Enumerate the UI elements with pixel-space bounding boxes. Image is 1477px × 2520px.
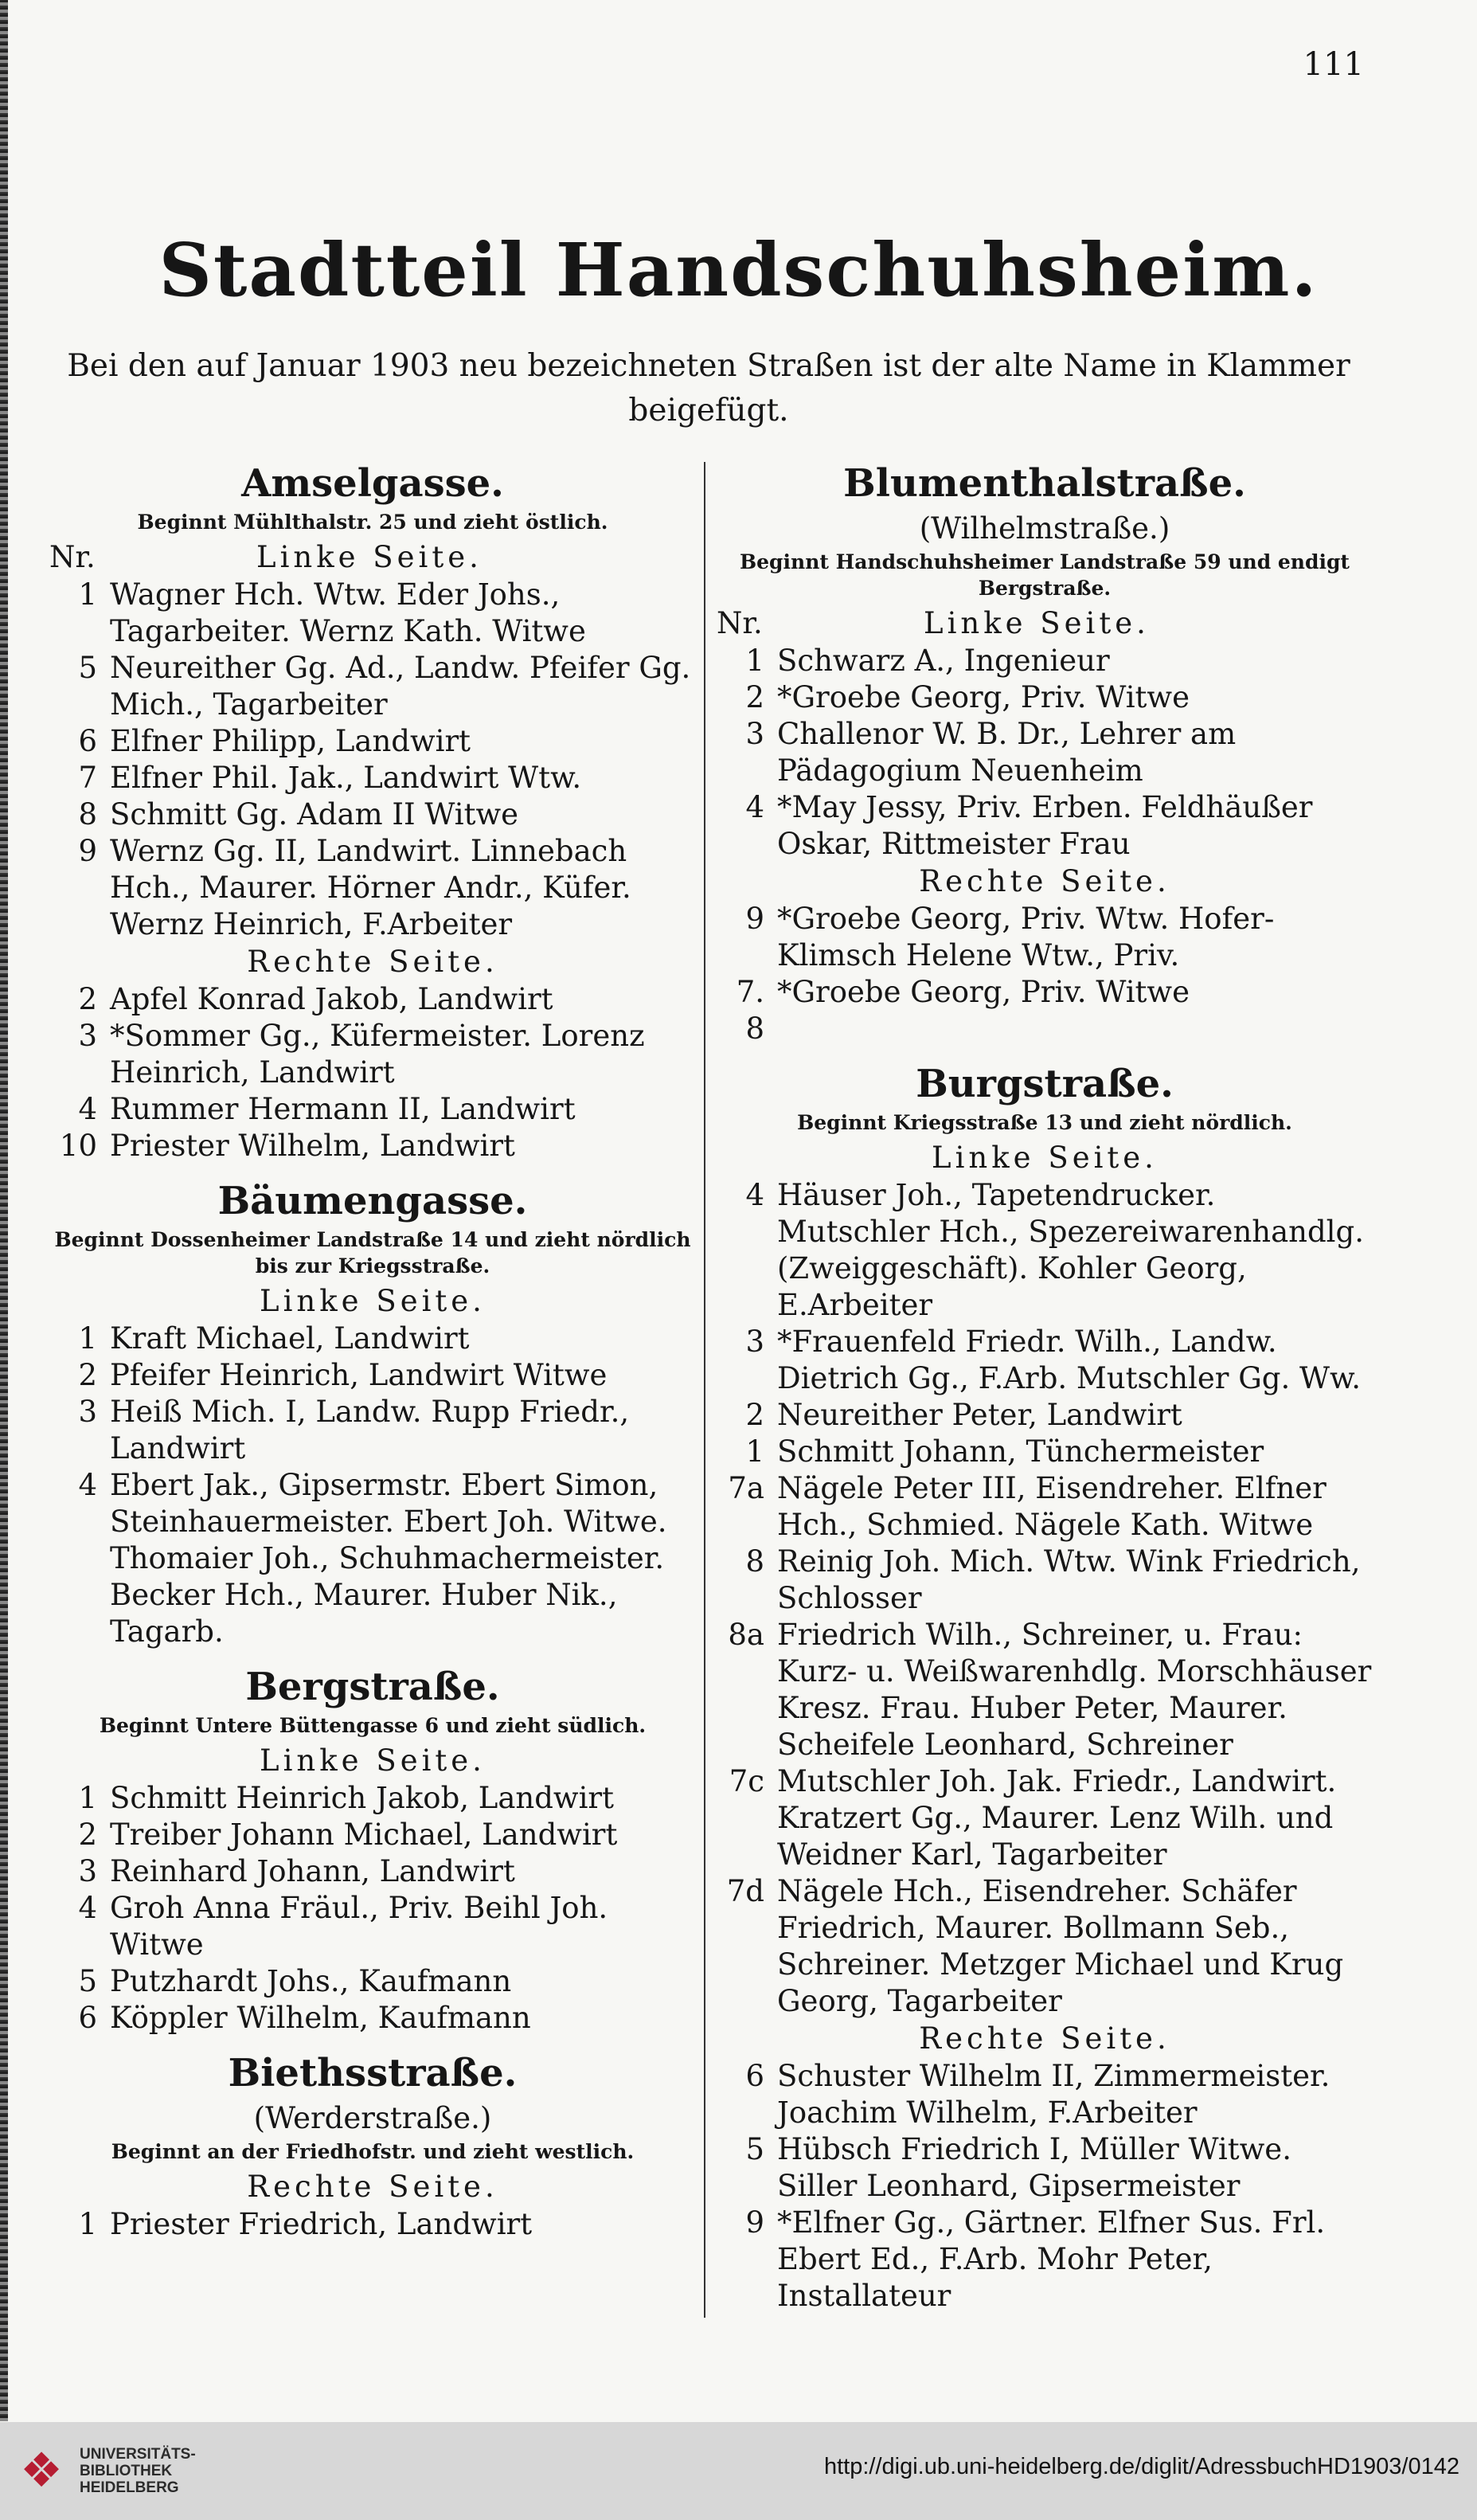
resident-text: Wagner Hch. Wtw. Eder Johs., Tagarbeiter. Wernz Kath. Witwe (110, 577, 586, 648)
list-item (49, 1890, 696, 1963)
resident-text: Elfner Phil. Jak., Landwirt Wtw. (110, 761, 582, 795)
house-number: 6 (78, 2001, 97, 2035)
side-label: Linke Seite. (932, 1141, 1158, 1175)
resident-text: Groh Anna Fräul., Priv. Beihl Joh. Witwe (110, 1891, 608, 1962)
resident-text: Ebert Jak., Gipsermstr. Ebert Simon, Steinhauermeister. Ebert Joh. Witwe. Thomaier Joh., Schuhmachermeister. Becker Hch., Maurer. Huber Nik., Tagarb. (110, 1468, 667, 1649)
resident-text: Wernz Gg. II, Landwirt. Linnebach Hch., Maurer. Hörner Andr., Küfer. Wernz Heinrich, F.Arbeiter (110, 834, 631, 941)
library-logo-text (80, 2446, 196, 2496)
list-item (717, 1324, 1373, 1397)
list-item (49, 1128, 696, 1164)
resident-text: *Groebe Georg, Priv. Witwe (777, 680, 1190, 714)
list-item (49, 796, 696, 833)
list-item (717, 1763, 1373, 1873)
house-number: 1 (78, 1321, 97, 1356)
house-number: 4 (78, 1092, 97, 1126)
list-item (717, 643, 1373, 679)
house-number: 5 (745, 2132, 764, 2166)
right-column (717, 458, 1373, 2315)
house-number: 5 (78, 651, 97, 685)
house-number: 4 (78, 1468, 97, 1502)
resident-text: Kraft Michael, Landwirt (110, 1321, 470, 1356)
resident-text: *May Jessy, Priv. Erben. Feldhäußer Oskar, Rittmeister Frau (777, 790, 1313, 861)
house-number: 3 (78, 1395, 97, 1429)
house-number: 7c (729, 1764, 764, 1798)
side-label: Linke Seite. (260, 1743, 486, 1778)
house-number: 3 (745, 717, 764, 751)
house-number: 9 (78, 834, 97, 868)
house-number: 5 (78, 1964, 97, 1998)
list-item (49, 1780, 696, 1817)
house-number: 1 (78, 2207, 97, 2241)
resident-text: Schwarz A., Ingenieur (777, 644, 1110, 678)
house-number: 2 (745, 680, 764, 714)
house-number: 2 (745, 1398, 764, 1432)
nr-label: Nr. (49, 540, 96, 574)
street-old-name: (Werderstraße.) (253, 2101, 492, 2135)
nr-header (717, 605, 1373, 643)
resident-text: *Frauenfeld Friedr. Wilh., Landw. Dietrich Gg., F.Arb. Mutschler Gg. Ww. (777, 1325, 1362, 1395)
house-number: 6 (78, 724, 97, 758)
side-label: Rechte Seite. (919, 2021, 1170, 2056)
list-item (49, 1321, 696, 1357)
resident-text: Mutschler Joh. Jak. Friedr., Landwirt. Kratzert Gg., Maurer. Lenz Wilh. und Weidner Karl, Tagarbeiter (777, 1764, 1337, 1872)
list-item (717, 1470, 1373, 1544)
resident-text: Hübsch Friedrich I, Müller Witwe. Siller Leonhard, Gipsermeister (777, 2132, 1291, 2203)
house-number: 1 (78, 1781, 97, 1815)
list-item (717, 1177, 1373, 1324)
house-number: 9 (745, 2205, 764, 2240)
house-number: 2 (78, 1818, 97, 1852)
house-number: 1 (745, 644, 764, 678)
resident-text: Neureither Peter, Landwirt (777, 1398, 1182, 1432)
resident-text: Schuster Wilhelm II, Zimmermeister. Joachim Wilhelm, F.Arbeiter (777, 2059, 1330, 2130)
list-item (49, 1018, 696, 1091)
list-item (49, 760, 696, 796)
resident-text: Nägele Hch., Eisendreher. Schäfer Friedrich, Maurer. Bollmann Seb., Schreiner. Metzger Michael und Krug Georg, Tagarbeiter (777, 1874, 1344, 2018)
list-item (717, 901, 1373, 974)
list-item (49, 1853, 696, 1890)
house-number: 7d (726, 1874, 764, 1908)
list-item (49, 723, 696, 760)
side-label: Linke Seite. (924, 606, 1150, 640)
street-title: Biethsstraße. (228, 2051, 518, 2095)
list-item (49, 2206, 696, 2243)
resident-text: Schmitt Heinrich Jakob, Landwirt (110, 1781, 614, 1815)
house-number: 4 (745, 1178, 764, 1212)
list-item (717, 679, 1373, 716)
resident-text: Reinig Joh. Mich. Wtw. Wink Friedrich, Schlosser (777, 1544, 1361, 1615)
resident-text: Elfner Philipp, Landwirt (110, 724, 471, 758)
house-number: 4 (745, 790, 764, 824)
list-item (49, 1467, 696, 1650)
side-label: Linke Seite. (260, 1284, 486, 1318)
house-number: 1 (78, 577, 97, 612)
resident-text: Rummer Hermann II, Landwirt (110, 1092, 576, 1126)
resident-text: *Groebe Georg, Priv. Witwe (777, 975, 1190, 1009)
list-item (49, 833, 696, 943)
logo-line: BIBLIOTHEK (80, 2463, 173, 2479)
list-item (717, 1873, 1373, 2020)
house-number: 3 (745, 1325, 764, 1359)
street-note: Beginnt Mühlthalstr. 25 und zieht östlich. (137, 511, 608, 534)
list-item (717, 2058, 1373, 2131)
resident-text: Priester Friedrich, Landwirt (110, 2207, 533, 2241)
resident-text: Friedrich Wilh., Schreiner, u. Frau: Kurz- u. Weißwarenhdlg. Morschhäuser Kresz. Frau. Huber Peter, Maurer. Scheifele Leonhard, Schreiner (777, 1618, 1372, 1762)
source-url-link[interactable]: http://digi.ub.uni-heidelberg.de/diglit/AdressbuchHD1903/0142 (823, 2454, 1459, 2479)
list-item (49, 1091, 696, 1128)
resident-text: Köppler Wilhelm, Kaufmann (110, 2001, 531, 2035)
street-title: Amselgasse. (241, 461, 504, 506)
house-number: 2 (78, 982, 97, 1016)
street-note: Beginnt an der Friedhofstr. und zieht westlich. (111, 2140, 635, 2163)
list-item (717, 716, 1373, 789)
list-item (49, 1357, 696, 1394)
list-item (717, 1617, 1373, 1763)
list-item (49, 1817, 696, 1853)
street-bergstrasse (49, 1661, 696, 2037)
resident-text: Challenor W. B. Dr., Lehrer am Pädagogium Neuenheim (777, 717, 1237, 788)
list-item (49, 2000, 696, 2037)
list-item (717, 2131, 1373, 2205)
resident-text: Heiß Mich. I, Landw. Rupp Friedr., Landwirt (110, 1395, 630, 1465)
resident-text: *Elfner Gg., Gärtner. Elfner Sus. Frl. Ebert Ed., F.Arb. Mohr Peter, Installateur (777, 2205, 1326, 2313)
house-number: 10 (59, 1129, 97, 1163)
side-label: Rechte Seite. (247, 945, 498, 979)
list-item (717, 1397, 1373, 1434)
street-note: Beginnt Untere Büttengasse 6 und zieht südlich. (99, 1714, 647, 1737)
house-number: 3 (78, 1019, 97, 1053)
street-note: Beginnt Dossenheimer Landstraße 14 und zieht nördlich bis zur Kriegsstraße. (54, 1228, 691, 1278)
page-number: 111 (1303, 46, 1364, 83)
street-biethsstrasse (49, 2048, 696, 2243)
resident-text: Nägele Peter III, Eisendreher. Elfner Hch., Schmied. Nägele Kath. Witwe (777, 1471, 1327, 1542)
resident-text: Pfeifer Heinrich, Landwirt Witwe (110, 1358, 608, 1392)
street-old-name: (Wilhelmstraße.) (919, 511, 1170, 546)
left-column (49, 458, 696, 2243)
house-number: 2 (78, 1358, 97, 1392)
house-number: 1 (745, 1434, 764, 1469)
intro-text: Bei den auf Januar 1903 neu bezeichneten Straßen ist der alte Name in Klammer beigefügt. (67, 348, 1350, 428)
resident-text: *Sommer Gg., Küfermeister. Lorenz Heinrich, Landwirt (110, 1019, 645, 1090)
street-note: Beginnt Handschuhsheimer Landstraße 59 und endigt Bergstraße. (740, 550, 1350, 600)
list-item (717, 1434, 1373, 1470)
house-number: 7 (78, 761, 97, 795)
resident-text: Putzhardt Johs., Kaufmann (110, 1964, 512, 1998)
resident-text: Priester Wilhelm, Landwirt (110, 1129, 515, 1163)
list-item (49, 650, 696, 723)
house-number: 7a (728, 1471, 764, 1505)
resident-text: Apfel Konrad Jakob, Landwirt (110, 982, 553, 1016)
street-baeumengasse (49, 1176, 696, 1650)
resident-text: Neureither Gg. Ad., Landw. Pfeifer Gg. Mich., Tagarbeiter (110, 651, 691, 722)
side-label: Rechte Seite. (919, 864, 1170, 898)
house-number: 9 (745, 902, 764, 936)
house-number: 8 (745, 1544, 764, 1579)
resident-text: Reinhard Johann, Landwirt (110, 1854, 515, 1888)
street-title: Bergstraße. (245, 1665, 500, 1709)
house-number: 8a (728, 1618, 764, 1652)
list-item (49, 1394, 696, 1467)
resident-text: Treiber Johann Michael, Landwirt (110, 1818, 618, 1852)
logo-line: UNIVERSITÄTS- (80, 2446, 196, 2463)
resident-text: Schmitt Johann, Tünchermeister (777, 1434, 1264, 1469)
list-item (717, 789, 1373, 863)
list-item (49, 577, 696, 650)
list-item (49, 1963, 696, 2000)
logo-line: HEIDELBERG (80, 2479, 179, 2496)
house-number: 4 (78, 1891, 97, 1925)
street-title: Bäumengasse. (217, 1179, 528, 1223)
list-item (49, 981, 696, 1018)
street-burgstrasse (717, 1058, 1373, 2315)
house-number: 3 (78, 1854, 97, 1888)
column-divider (704, 462, 705, 2318)
house-number: 7. 8 (736, 975, 764, 1046)
list-item (717, 1544, 1373, 1617)
list-item (717, 2205, 1373, 2315)
list-item (717, 974, 1373, 1047)
library-logo-icon: ❖ (20, 2443, 63, 2498)
house-number: 8 (78, 797, 97, 832)
street-note: Beginnt Kriegsstraße 13 und zieht nördlich. (797, 1111, 1292, 1134)
resident-text: Schmitt Gg. Adam II Witwe (110, 797, 519, 832)
street-title: Burgstraße. (916, 1062, 1174, 1106)
resident-text: *Groebe Georg, Priv. Wtw. Hofer-Klimsch Helene Wtw., Priv. (777, 902, 1275, 972)
house-number: 6 (745, 2059, 764, 2093)
side-label: Linke Seite. (256, 540, 483, 574)
resident-text: Häuser Joh., Tapetendrucker. Mutschler Hch., Spezereiwarenhandlg. (Zweiggeschäft). Kohler Georg, E.Arbeiter (777, 1178, 1364, 1322)
scan-edge (0, 0, 8, 2421)
page-title: Stadtteil Handschuhsheim. (158, 227, 1319, 313)
nr-label: Nr. (717, 606, 763, 640)
street-blumenthalstrasse (717, 458, 1373, 1047)
street-title: Blumenthalstraße. (843, 461, 1246, 506)
street-amselgasse (49, 458, 696, 1164)
footer-bar (0, 2422, 1477, 2520)
side-label: Rechte Seite. (247, 2170, 498, 2204)
nr-header (49, 538, 696, 577)
